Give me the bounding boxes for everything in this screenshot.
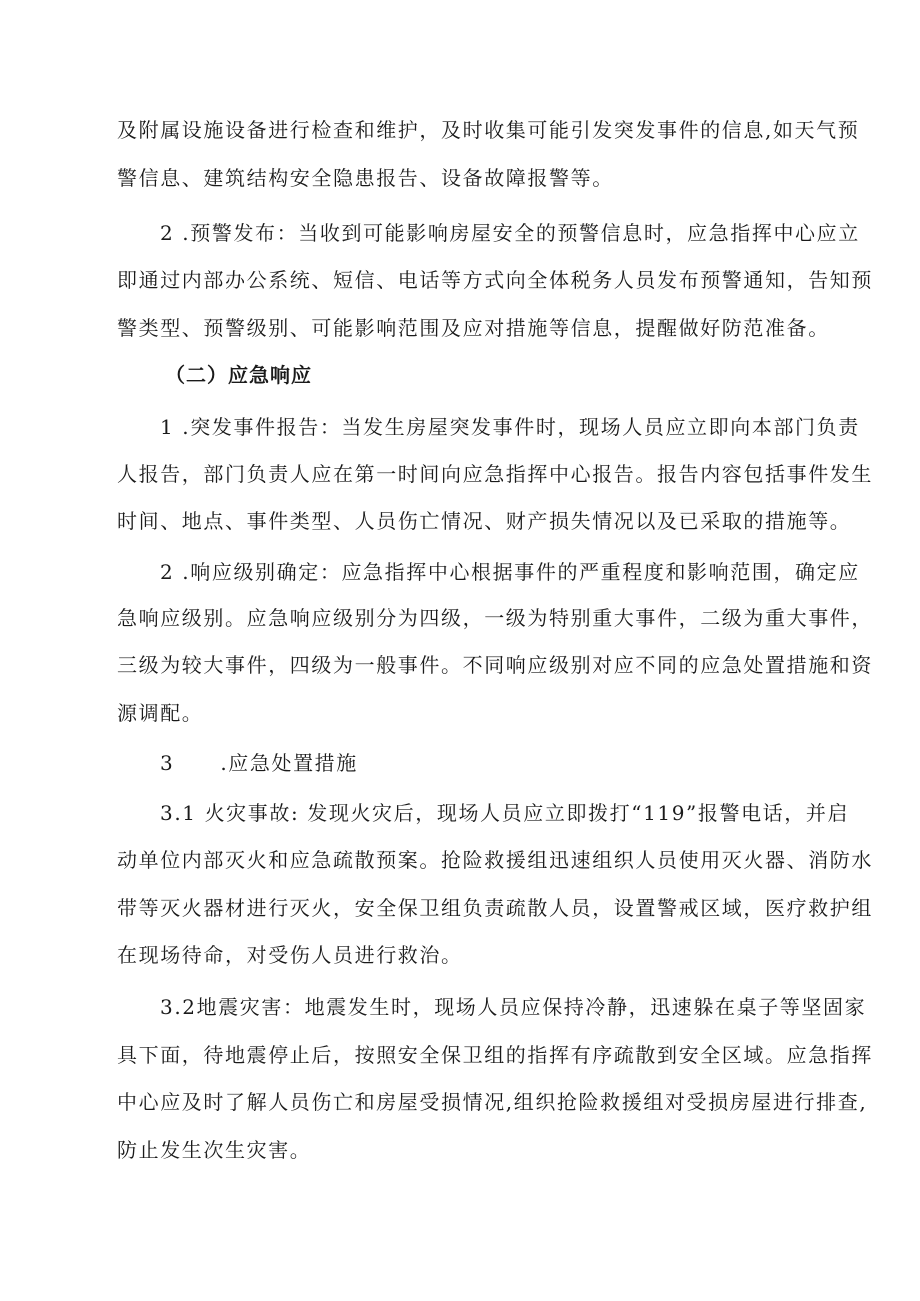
text-line-22: 防止发生次生灾害。 [117, 1138, 312, 1162]
text-line-15: 3.1 火灾事故: 发现火灾后，现场人员应立即拨打“119”报警电话，并启 [160, 801, 850, 825]
text-line-9: 时间、地点、事件类型、人员伤亡情况、财产损失情况以及已采取的措施等。 [117, 509, 852, 533]
text-line-19: 3.2地震灾害：地震发生时，现场人员应保持冷静，迅速躲在桌子等坚固家 [160, 995, 867, 1019]
text-line-21: 中心应及时了解人员伤亡和房屋受损情况,组织抢险救援组对受损房屋进行排查, [117, 1090, 868, 1114]
section-heading: （二）应急响应 [165, 363, 312, 387]
text-line-8: 人报告，部门负责人应在第一时间向应急指挥中心报告。报告内容包括事件发生 [117, 462, 873, 486]
text-line-18: 在现场待命，对受伤人员进行救治。 [117, 943, 463, 967]
text-line-4: 即通过内部办公系统、短信、电话等方式向全体税务人员发布预警通知，告知预 [117, 268, 873, 292]
text-line-12: 三级为较大事件，四级为一般事件。不同响应级别对应不同的应急处置措施和资 [117, 653, 873, 677]
text-line-2: 警信息、建筑结构安全隐患报告、设备故障报警等。 [117, 166, 614, 190]
text-line-10: 2 .响应级别确定：应急指挥中心根据事件的严重程度和影响范围，确定应 [160, 560, 860, 584]
text-line-20: 具下面，待地震停止后，按照安全保卫组的指挥有序疏散到安全区域。应急指挥 [117, 1043, 873, 1067]
item-number: 3 [160, 751, 175, 775]
text-line-5: 警类型、预警级别、可能影响范围及应对措施等信息，提醒做好防范准备。 [117, 316, 830, 340]
text-line-3: 2 .预警发布：当收到可能影响房屋安全的预警信息时，应急指挥中心应立 [160, 221, 860, 245]
item-title: .应急处置措施 [220, 751, 358, 775]
text-line-7: 1 .突发事件报告：当发生房屋突发事件时，现场人员应立即向本部门负责 [160, 415, 860, 439]
text-line-16: 动单位内部灭火和应急疏散预案。抢险救援组迅速组织人员使用灭火器、消防水 [117, 848, 873, 872]
numbered-item-3 [160, 751, 358, 775]
text-line-1: 及附属设施设备进行检查和维护，及时收集可能引发突发事件的信息,如天气预 [117, 118, 860, 142]
text-line-17: 带等灭火器材进行灭火，安全保卫组负责疏散人员，设置警戒区域，医疗救护组 [117, 896, 873, 920]
text-line-13: 源调配。 [117, 701, 204, 725]
text-line-11: 急响应级别。应急响应级别分为四级，一级为特别重大事件，二级为重大事件， [117, 606, 873, 630]
